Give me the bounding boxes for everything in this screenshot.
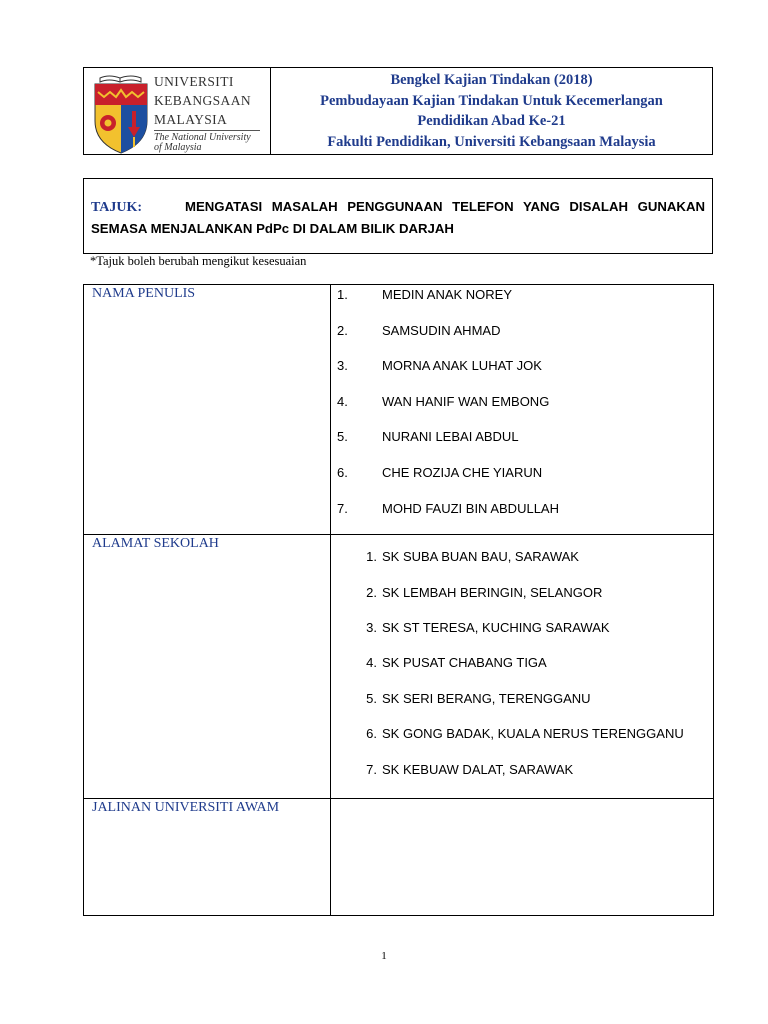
author-name: WAN HANIF WAN EMBONG: [382, 393, 550, 409]
school-name: SK SERI BERANG, TERENGGANU: [382, 690, 591, 706]
school-name: SK KEBUAW DALAT, SARAWAK: [382, 761, 574, 777]
title-label: TAJUK:: [91, 200, 143, 215]
item-number: 6.: [337, 464, 348, 480]
item-number: 3.: [337, 358, 348, 374]
logo-wordmark: [154, 72, 260, 153]
faculty-line: Fakulti Pendidikan, Universiti Kebangsaan Malaysia: [327, 133, 656, 150]
list-item: [331, 655, 713, 690]
page-number: 1: [381, 950, 387, 962]
list-item: [331, 392, 713, 428]
school-name: SK GONG BADAK, KUALA NERUS TERENGGANU: [382, 726, 684, 742]
title-note: *Tajuk boleh berubah mengikut kesesuaian: [90, 254, 307, 268]
item-number: 5.: [337, 429, 348, 445]
list-item: [331, 427, 713, 463]
item-number: 4.: [337, 393, 348, 409]
list-item: [331, 726, 713, 761]
author-name: MEDIN ANAK NOREY: [382, 287, 513, 302]
list-item: [331, 499, 713, 535]
author-name: MOHD FAUZI BIN ABDULLAH: [382, 500, 559, 516]
logo-line1: UNIVERSITI: [154, 74, 234, 89]
ukm-logo: [84, 68, 271, 154]
title-text-line2: SEMASA MENJALANKAN PdPc DI DALAM BILIK DARJAH: [91, 221, 454, 236]
list-item: [331, 356, 713, 392]
item-number: 7.: [366, 761, 377, 777]
authors-row: [84, 285, 714, 535]
author-name: CHE ROZIJA CHE YIARUN: [382, 464, 543, 480]
authors-label: NAMA PENULIS: [84, 285, 331, 535]
list-item: [331, 285, 713, 321]
title-box: [83, 178, 713, 254]
ukm-crest-icon: [90, 69, 152, 155]
university-label: JALINAN UNIVERSITI AWAM: [84, 799, 331, 916]
title-text-line1: MENGATASI MASALAH PENGGUNAAN TELEFON YANG DISALAH GUNAKAN: [185, 199, 705, 214]
authors-list: [331, 285, 714, 535]
author-name: SAMSUDIN AHMAD: [382, 322, 501, 338]
event-title: Bengkel Kajian Tindakan (2018): [390, 72, 593, 88]
schools-row: [84, 535, 714, 799]
list-item: [331, 691, 713, 726]
school-name: SK ST TERESA, KUCHING SARAWAK: [382, 619, 610, 635]
item-number: 1.: [337, 287, 348, 302]
header-text: [271, 68, 712, 154]
title-row: [91, 196, 705, 219]
item-number: 7.: [337, 500, 348, 516]
school-name: SK LEMBAH BERINGIN, SELANGOR: [382, 584, 603, 600]
school-name: SK SUBA BUAN BAU, SARAWAK: [382, 549, 579, 565]
list-item: [331, 620, 713, 655]
info-table: [83, 284, 714, 916]
header-box: [83, 67, 713, 155]
item-number: 2.: [366, 584, 377, 600]
item-number: 2.: [337, 322, 348, 338]
item-number: 4.: [366, 655, 377, 671]
list-item: [331, 549, 713, 584]
schools-label: ALAMAT SEKOLAH: [84, 535, 331, 799]
logo-tagline1: The National University: [154, 132, 251, 143]
university-row: [84, 799, 714, 916]
logo-line3: MALAYSIA: [154, 112, 228, 127]
logo-line2: KEBANGSAAN: [154, 93, 252, 108]
item-number: 3.: [366, 619, 377, 635]
theme-line1: Pembudayaan Kajian Tindakan Untuk Kecemerlangan: [320, 92, 663, 109]
logo-tagline2: of Malaysia: [154, 142, 202, 153]
theme-line2: Pendidikan Abad Ke-21: [417, 113, 566, 129]
author-name: NURANI LEBAI ABDUL: [382, 429, 519, 445]
list-item: [331, 463, 713, 499]
author-name: MORNA ANAK LUHAT JOK: [382, 358, 542, 374]
schools-list: [331, 535, 714, 799]
item-number: 1.: [366, 549, 377, 565]
university-value: [331, 799, 714, 916]
school-name: SK PUSAT CHABANG TIGA: [382, 655, 547, 671]
list-item: [331, 585, 713, 620]
item-number: 6.: [366, 726, 377, 742]
item-number: 5.: [366, 690, 377, 706]
logo-divider: [154, 130, 260, 131]
list-item: [331, 762, 713, 797]
list-item: [331, 321, 713, 357]
